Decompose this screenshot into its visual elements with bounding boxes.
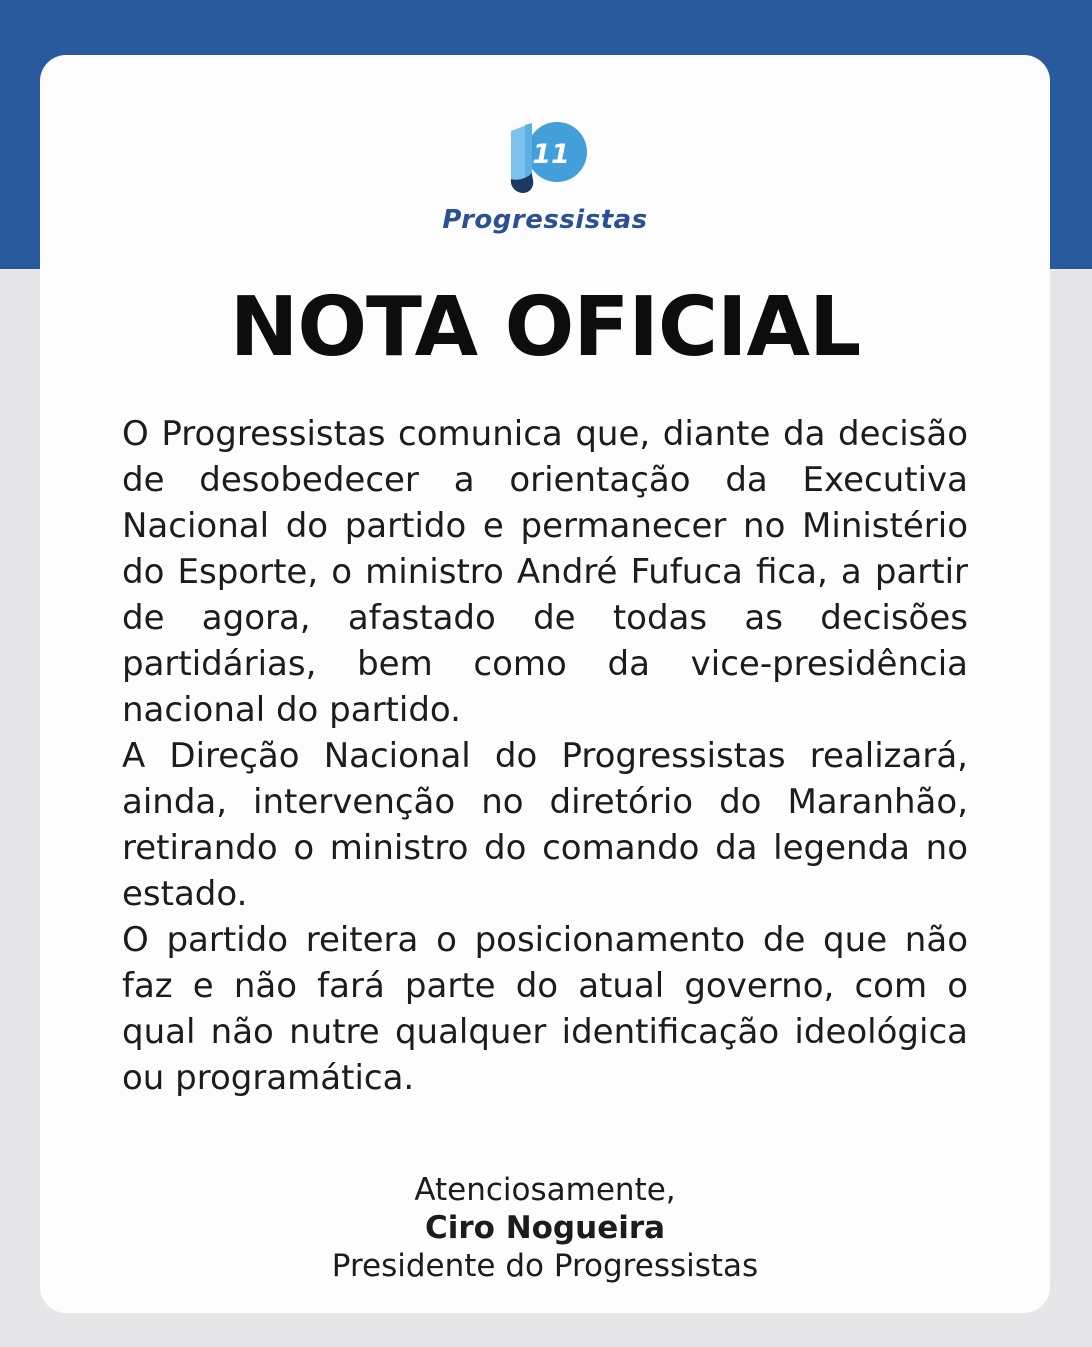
note-paragraph-2: A Direção Nacional do Progressistas realizará, ainda, intervenção no diretório do Maranhão, retirando o ministro do comando da legenda no estado. [122, 736, 968, 914]
signature-role: Presidente do Progressistas [331, 1248, 759, 1284]
note-body [122, 411, 968, 1101]
progressistas-wordmark: Progressistas [442, 205, 648, 235]
signature-block [122, 1171, 968, 1285]
official-note-card [40, 55, 1050, 1313]
ballot-number: 11 [532, 139, 570, 170]
note-paragraph-1: O Progressistas comunica que, diante da decisão de desobedecer a orientação da Executiva Nacional do partido e permanecer no Ministério do Esporte, o ministro André Fufuca fica, a partir de agora, afastado de todas as decisões partidárias, bem como da vice-presidência nacional do partido. [122, 414, 968, 730]
note-paragraph-3: O partido reitera o posicionamento de que não faz e não fará parte do atual governo, com o qual não nutre qualquer identificação ideológica ou programática. [122, 920, 968, 1098]
signature-name: Ciro Nogueira [424, 1210, 666, 1246]
progressistas-logo [122, 121, 968, 235]
progressistas-p11-icon [499, 121, 591, 199]
signature-closing: Atenciosamente, [414, 1172, 676, 1208]
note-title: NOTA OFICIAL [229, 280, 861, 375]
